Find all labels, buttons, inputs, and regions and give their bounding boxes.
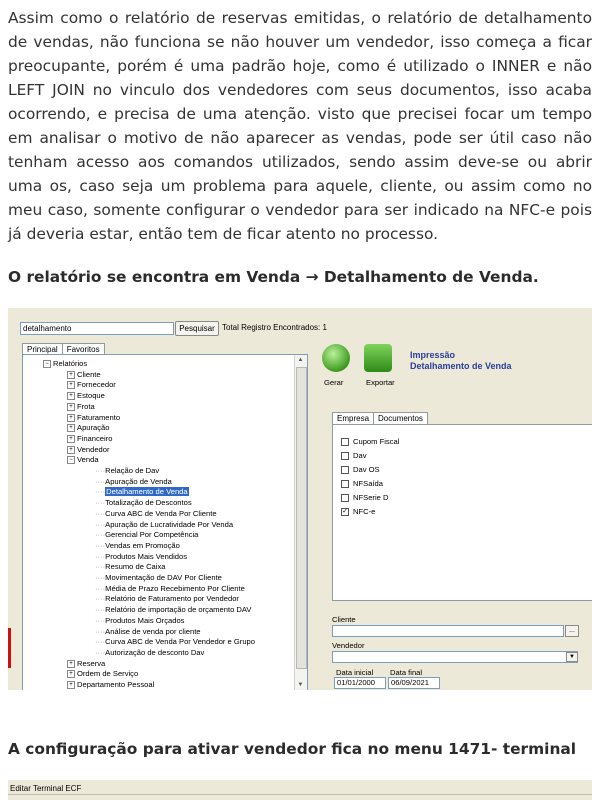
tree-item[interactable]: [95, 594, 239, 604]
data-inicial-label: Data inicial: [336, 668, 374, 677]
tree-connector: ····: [95, 498, 106, 508]
unchecked-icon[interactable]: [341, 438, 349, 446]
report-title-line1: Impressão: [410, 350, 456, 360]
tree-item-label: Ordem de Serviço: [77, 669, 139, 679]
expand-icon[interactable]: +: [67, 403, 75, 411]
document-checkbox[interactable]: [341, 479, 383, 488]
tree-item-label: Financeiro: [77, 433, 113, 443]
data-final-label: Data final: [390, 668, 423, 677]
search-button[interactable]: Pesquisar: [175, 321, 219, 336]
tree-item[interactable]: [95, 552, 187, 562]
report-options-panel: [320, 338, 592, 690]
scroll-thumb[interactable]: [296, 367, 307, 669]
tree-root[interactable]: [43, 359, 87, 369]
document-checkbox[interactable]: [341, 465, 380, 474]
tree-item[interactable]: [95, 477, 172, 487]
tree-connector: ····: [95, 605, 106, 615]
tree-item[interactable]: [95, 616, 184, 626]
generate-icon[interactable]: [322, 344, 350, 372]
vendedor-label: Vendedor: [332, 641, 365, 650]
tree-item-label: Produtos Mais Orçados: [105, 615, 185, 625]
location-heading: O relatório se encontra em Venda → Detalhamento de Venda.: [8, 268, 539, 286]
tree-connector: ····: [95, 594, 106, 604]
tree-item-label: Vendas em Promoção: [105, 540, 180, 550]
tree-item-label: Estoque: [77, 391, 105, 401]
tree-connector: ····: [95, 615, 106, 625]
total-records-label: Total Registro Encontrados: 1: [222, 323, 327, 332]
expand-icon[interactable]: +: [67, 424, 75, 432]
expand-icon[interactable]: +: [67, 660, 75, 668]
tree-item-label: Curva ABC de Venda Por Vendedor e Grupo: [105, 637, 255, 647]
generate-label[interactable]: Gerar: [324, 378, 344, 387]
collapse-icon[interactable]: −: [43, 360, 51, 368]
tree-group[interactable]: [67, 413, 120, 423]
tree-item-label: Reserva: [77, 658, 106, 668]
tree-item-label: Resumo de Caixa: [105, 562, 166, 572]
tree-connector: ····: [95, 562, 106, 572]
tree-connector: ····: [95, 519, 106, 529]
expand-icon[interactable]: +: [67, 435, 75, 443]
export-icon[interactable]: [364, 344, 392, 372]
tree-group[interactable]: [67, 680, 154, 690]
tree-item[interactable]: [95, 509, 217, 519]
terminal-window-title: Editar Terminal ECF: [10, 784, 82, 793]
tree-item-label: Relatório de importação de orçamento DAV: [105, 605, 252, 615]
tree-item-label: Venda: [77, 455, 99, 465]
tree-item-label: Frota: [77, 401, 95, 411]
expand-icon[interactable]: +: [67, 446, 75, 454]
tree-connector: ····: [95, 583, 106, 593]
tree-item-label: Movimentação de DAV Por Cliente: [105, 573, 222, 582]
document-checkbox[interactable]: [341, 437, 399, 446]
tree-item[interactable]: [95, 584, 245, 594]
cliente-input[interactable]: [332, 625, 564, 637]
tree-item[interactable]: [95, 562, 165, 572]
tab-empresa[interactable]: Empresa: [332, 412, 374, 424]
tree-connector: ····: [95, 551, 106, 561]
document-checkbox[interactable]: [341, 493, 388, 502]
report-tree[interactable]: [22, 354, 308, 690]
tree-item-label: Média de Prazo Recebimento Por Cliente: [105, 583, 245, 593]
title-divider: [8, 794, 592, 795]
tree-group[interactable]: [67, 380, 116, 390]
document-checkbox-label: NFSaída: [353, 479, 383, 488]
config-heading: A configuração para ativar vendedor fica no menu 1471- terminal: [8, 740, 577, 758]
export-label[interactable]: Exportar: [366, 378, 395, 387]
tree-item-label: Cliente: [77, 369, 101, 379]
expand-icon[interactable]: +: [67, 414, 75, 422]
document-checkbox[interactable]: [341, 451, 367, 460]
document-checkbox[interactable]: [341, 507, 375, 516]
tree-item-label: Totalização de Descontos: [105, 498, 192, 508]
chevron-down-icon[interactable]: ▼: [566, 652, 578, 662]
expand-icon[interactable]: +: [67, 381, 75, 389]
checked-icon[interactable]: ✓: [342, 508, 348, 515]
tree-connector: ····: [95, 573, 106, 582]
tree-item[interactable]: [95, 466, 159, 476]
expand-icon[interactable]: +: [67, 681, 75, 689]
tab-favoritos[interactable]: Favoritos: [62, 343, 105, 355]
intro-paragraph: Assim como o relatório de reservas emitidas, o relatório de detalhamento de vendas, não funciona se não houver um vendedor, isso começa a ficar preocupante, porém é uma padrão hoje, como é utilizado o INNER e não LEFT JOIN no vinculo dos vendedores com seus documentos, isso acaba ocorrendo, e precisa de uma atenção. visto que precisei focar um tempo em analisar o motivo de não aparecer as vendas, pode ser útil caso não tenham acesso aos comandos utilizados, sendo assim deve-se ou abrir uma os, caso seja um problema para aquele, cliente, ou assim como no meu caso, somente configurar o vendedor para ser indicado na NFC-e pois já deveria estar, então tem de ficar atento no processo.: [8, 9, 592, 243]
tree-item-label: Autorização de desconto Dav: [105, 647, 205, 657]
tree-item[interactable]: [95, 520, 233, 530]
tree-connector: ····: [95, 508, 106, 518]
search-input[interactable]: detalhamento: [20, 322, 174, 335]
tree-connector: ····: [95, 647, 106, 657]
tree-group[interactable]: [67, 455, 99, 465]
tree-item[interactable]: [95, 637, 255, 647]
tree-group[interactable]: [67, 445, 110, 455]
tree-connector: ····: [95, 540, 106, 550]
tree-item[interactable]: [95, 541, 180, 551]
tree-item-label: Detalhamento de Venda: [106, 487, 188, 497]
tree-item-label: Apuração de Lucratividade Por Venda: [105, 519, 234, 529]
tree-group[interactable]: [67, 402, 95, 412]
tree-connector: ····: [95, 626, 106, 636]
expand-icon[interactable]: +: [67, 392, 75, 400]
tree-item-label: Apuração: [77, 423, 110, 433]
unchecked-icon[interactable]: [341, 466, 349, 474]
document-checkbox-label: NFC-e: [353, 507, 376, 516]
data-final-input[interactable]: 06/09/2021: [388, 677, 440, 689]
unchecked-icon[interactable]: [341, 494, 349, 502]
tree-item-label: Curva ABC de Venda Por Cliente: [105, 508, 217, 518]
report-title-line2: Detalhamento de Venda: [410, 361, 512, 371]
document-checkbox-label: Dav: [353, 451, 367, 460]
document-checkbox-label: NFSerie D: [353, 493, 389, 502]
tree-item[interactable]: [95, 605, 251, 615]
report-screenshot: [8, 308, 592, 690]
document-checkbox-label: Dav OS: [353, 465, 380, 474]
document-checkbox-label: Cupom Fiscal: [353, 437, 400, 446]
tree-item-label: Relação de Dav: [105, 466, 160, 475]
tree-item[interactable]: [95, 648, 204, 658]
tree-item-label: Fornecedor: [77, 380, 116, 390]
tree-item-label: Departamento Pessoal: [77, 680, 155, 689]
tree-item-label: Gerencial Por Competência: [105, 530, 199, 540]
unchecked-icon[interactable]: [341, 452, 349, 460]
tree-group[interactable]: [67, 669, 138, 679]
options-tabs: [332, 412, 427, 424]
tab-principal[interactable]: Principal: [22, 343, 63, 355]
tree-group[interactable]: [67, 423, 110, 433]
cliente-label: Cliente: [332, 615, 356, 624]
vendedor-select[interactable]: [332, 651, 578, 663]
tab-documentos[interactable]: Documentos: [373, 412, 428, 424]
tree-group[interactable]: [67, 659, 105, 669]
tree-connector: ····: [95, 530, 106, 540]
tree-group[interactable]: [67, 434, 112, 444]
tree-item-label: Relatórios: [53, 359, 88, 368]
tree-item-label: Apuração de Venda: [105, 476, 172, 486]
window-edge-marker: [8, 628, 11, 668]
tree-item-label: Análise de venda por cliente: [105, 626, 201, 636]
scroll-up-icon[interactable]: ▲: [297, 357, 304, 363]
tree-connector: ····: [95, 476, 106, 486]
tree-group[interactable]: [67, 370, 101, 380]
terminal-screenshot: [8, 780, 592, 800]
tree-item-label: Relatório de Faturamento por Vendedor: [105, 594, 239, 604]
tree-group[interactable]: [67, 391, 105, 401]
tree-item[interactable]: [95, 530, 198, 540]
tree-item[interactable]: [95, 498, 192, 508]
tree-item[interactable]: [95, 627, 201, 637]
report-title: [410, 350, 512, 372]
scroll-down-icon[interactable]: ▼: [297, 682, 304, 688]
tree-scrollbar[interactable]: [294, 355, 307, 690]
data-inicial-input[interactable]: 01/01/2000: [334, 677, 386, 689]
unchecked-icon[interactable]: [341, 480, 349, 488]
cliente-lookup-button[interactable]: ...: [565, 625, 579, 637]
documents-box: [332, 424, 592, 601]
tree-connector: ····: [95, 637, 106, 647]
expand-icon[interactable]: +: [67, 371, 75, 379]
tree-item-selected[interactable]: [95, 487, 189, 497]
tree-item-label: Faturamento: [77, 412, 121, 422]
tree-connector: ····: [95, 487, 106, 497]
collapse-icon[interactable]: −: [67, 456, 75, 464]
tree-item-label: Vendedor: [77, 444, 110, 454]
tree-connector: ····: [95, 466, 106, 475]
expand-icon[interactable]: +: [67, 670, 75, 678]
tree-item-label: Produtos Mais Vendidos: [105, 551, 188, 561]
tree-item[interactable]: [95, 573, 222, 583]
